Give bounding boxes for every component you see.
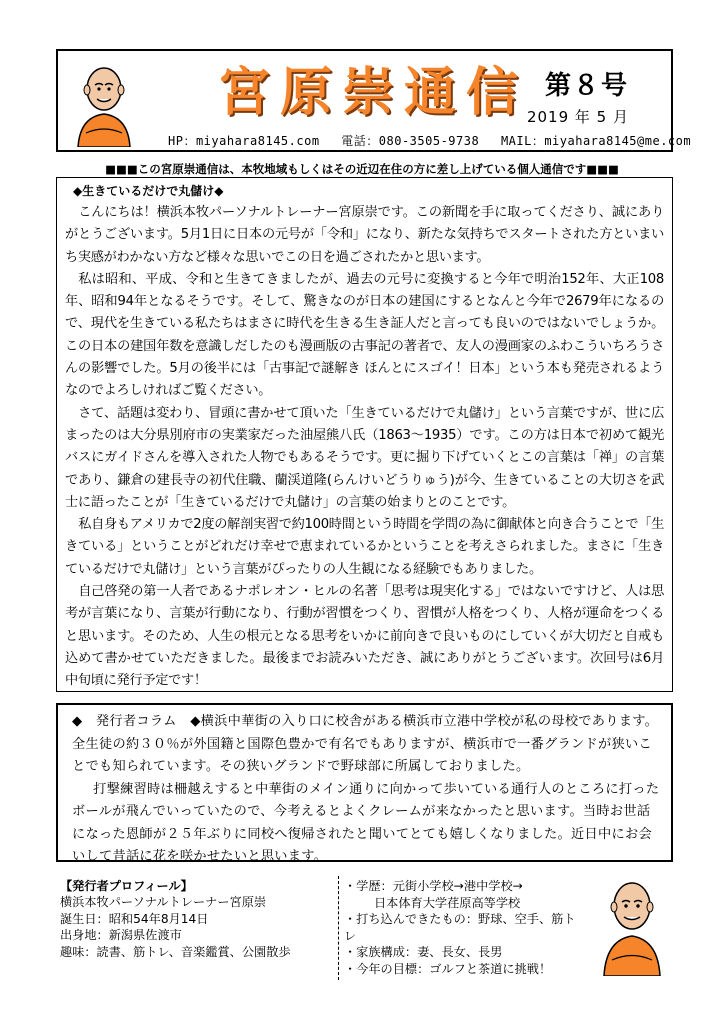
distribution-notice: ■■■この宮原崇通信は、本牧地域もしくはその近辺在住の方に差し上げている個人通信です■■■ (105, 162, 619, 176)
article-paragraph: さて、話題は変わり、冒頭に書かせて頂いた「生きているだけで丸儲け」という言葉ですが、世に広まったのは大分県別府市の実業家だった油屋熊八氏（1863～1935）です。この方は日本で初めて観光バスにガイドさんを導入された人物でもあるそうです。更に掘り下げていくとこの言葉は「禅」の言葉であり、鎌倉の建長寺の初代住職、蘭渓道隆(らんけいどうりゅう)が今、生きていることの大切さを武士に語ったことが「生きているだけで丸儲け」の言葉の始まりとのことです。 (65, 405, 664, 510)
email-text: MAIL：miyahara8145@me.com (500, 134, 692, 148)
homepage-text: HP：miyahara8145.com (168, 134, 320, 148)
profile-hobby: 趣味：読書、筋トレ、音楽鑑賞、公園散歩 (60, 944, 291, 959)
profile-family: ・家族構成：妻、長女、長男 (344, 945, 503, 960)
column-second-paragraph: 打撃練習時は柵越えすると中華街のメイン通りに向かって歩いている通行人のところに打ったボールが飛んでいっていたので、今考えるとよくクレームが来なかったと思います。当時お世話になった恩師が２５年ぶりに同校へ復帰されたと聞いてとても嬉しくなりました。近日中にお会いして昔話に花を咲かせたいと思います。 (72, 781, 660, 864)
profile-birthplace: 出身地：新潟県佐渡市 (60, 928, 182, 943)
article-paragraph: 自己啓発の第一人者であるナポレオン・ヒルの名著「思考は現実化する」ではないですけど、人は思考が言葉になり、言葉が行動になり、行動が習慣をつくり、習慣が人格をつくり、人格が運命をつくると思います。そのため、人生の根元となる思考をいかに前向きで良いものにしていくが大切だと自戒も込めて書かせていただきました。最後までお読みいただき、誠にありがとうございます。次回号は6月中旬頃に発行予定です！ (65, 584, 664, 689)
profile-heading: 【発行者プロフィール】 (60, 879, 193, 893)
profile-birthday: 誕生日：昭和54年8月14日 (60, 911, 209, 926)
contact-line (168, 132, 705, 149)
profile-goal: ・今年の目標：ゴルフと茶道に挑戦！ (344, 961, 552, 976)
profile-education: ・学歴：元街小学校→港中学校→ (344, 879, 523, 893)
profile-left (60, 878, 320, 960)
column-first-paragraph: 横浜中華街の入り口に校舎がある横浜市立港中学校が私の母校であります。全生徒の約３０％が外国籍と国際色豊かで有名でもありますが、横浜市で一番グランドが狭いことでも知られています。その狭いグランドで野球部に所属しておりました。 (72, 714, 659, 774)
trainer-avatar-icon (600, 874, 664, 976)
main-article (56, 177, 673, 692)
profile-sports: ・打ち込んできたもの：野球、空手、筋トレ (344, 912, 576, 943)
column-text (72, 711, 661, 869)
article-heading: ◆生きているだけで丸儲け◆ (73, 184, 224, 198)
newsletter-title: 宮原崇通信 (218, 62, 529, 123)
article-paragraph: 私は昭和、平成、令和と生きてきましたが、過去の元号に変換すると今年で明治152年、大正108年、昭和94年となるそうです。そして、驚きなのが日本の建国にするとなんと今年で2679年になるので、現代を生きている私たちはまさに時代を生きる生き証人だと言っても良いのではないでしょうか。この日本の建国年数を意識しだしたのも漫画版の古事記の著者で、友人の漫画家のふわこういちろうさんの影響でした。5月の後半には「古事記で謎解き ほんとにスゴイ！日本」という本も発売されるようなのでよろしければご覧ください。 (65, 271, 664, 399)
trainer-avatar-icon (74, 61, 134, 147)
article-paragraph: こんにちは！横浜本牧パーソナルトレーナー宮原崇です。この新聞を手に取ってくださり、誠にありがとうございます。5月1日に日本の元号が「令和」になり、新たな気持ちでスタートされた方といまいち実感がわかない方など様々な思いでこの日を過ごされたかと思います。 (65, 205, 664, 265)
newsletter-header (56, 49, 692, 152)
profile-divider (338, 876, 339, 980)
profile-education-cont: 日本体育大学荏原高等学校 (374, 895, 521, 910)
issue-date: 2019 年 5 月 (526, 108, 629, 126)
profile-right (344, 878, 584, 978)
issue-number: 第８号 (544, 71, 629, 101)
phone-text: 電話：080-3505-9738 (341, 134, 480, 148)
column-label: ◆ 発行者コラム ◆ (72, 714, 201, 729)
publisher-column (56, 703, 673, 862)
article-paragraph: 私自身もアメリカで2度の解剖実習で約100時間という時間を学問の為に御献体と向き合うことで「生きている」ということがどれだけ幸せで恵まれているかということを考えさられました。まさに「生きているだけで丸儲け」という言葉がぴったりの人生観になる経験でもありました。 (65, 517, 664, 577)
profile-title: 横浜本牧パーソナルトレーナー宮原崇 (60, 895, 267, 910)
